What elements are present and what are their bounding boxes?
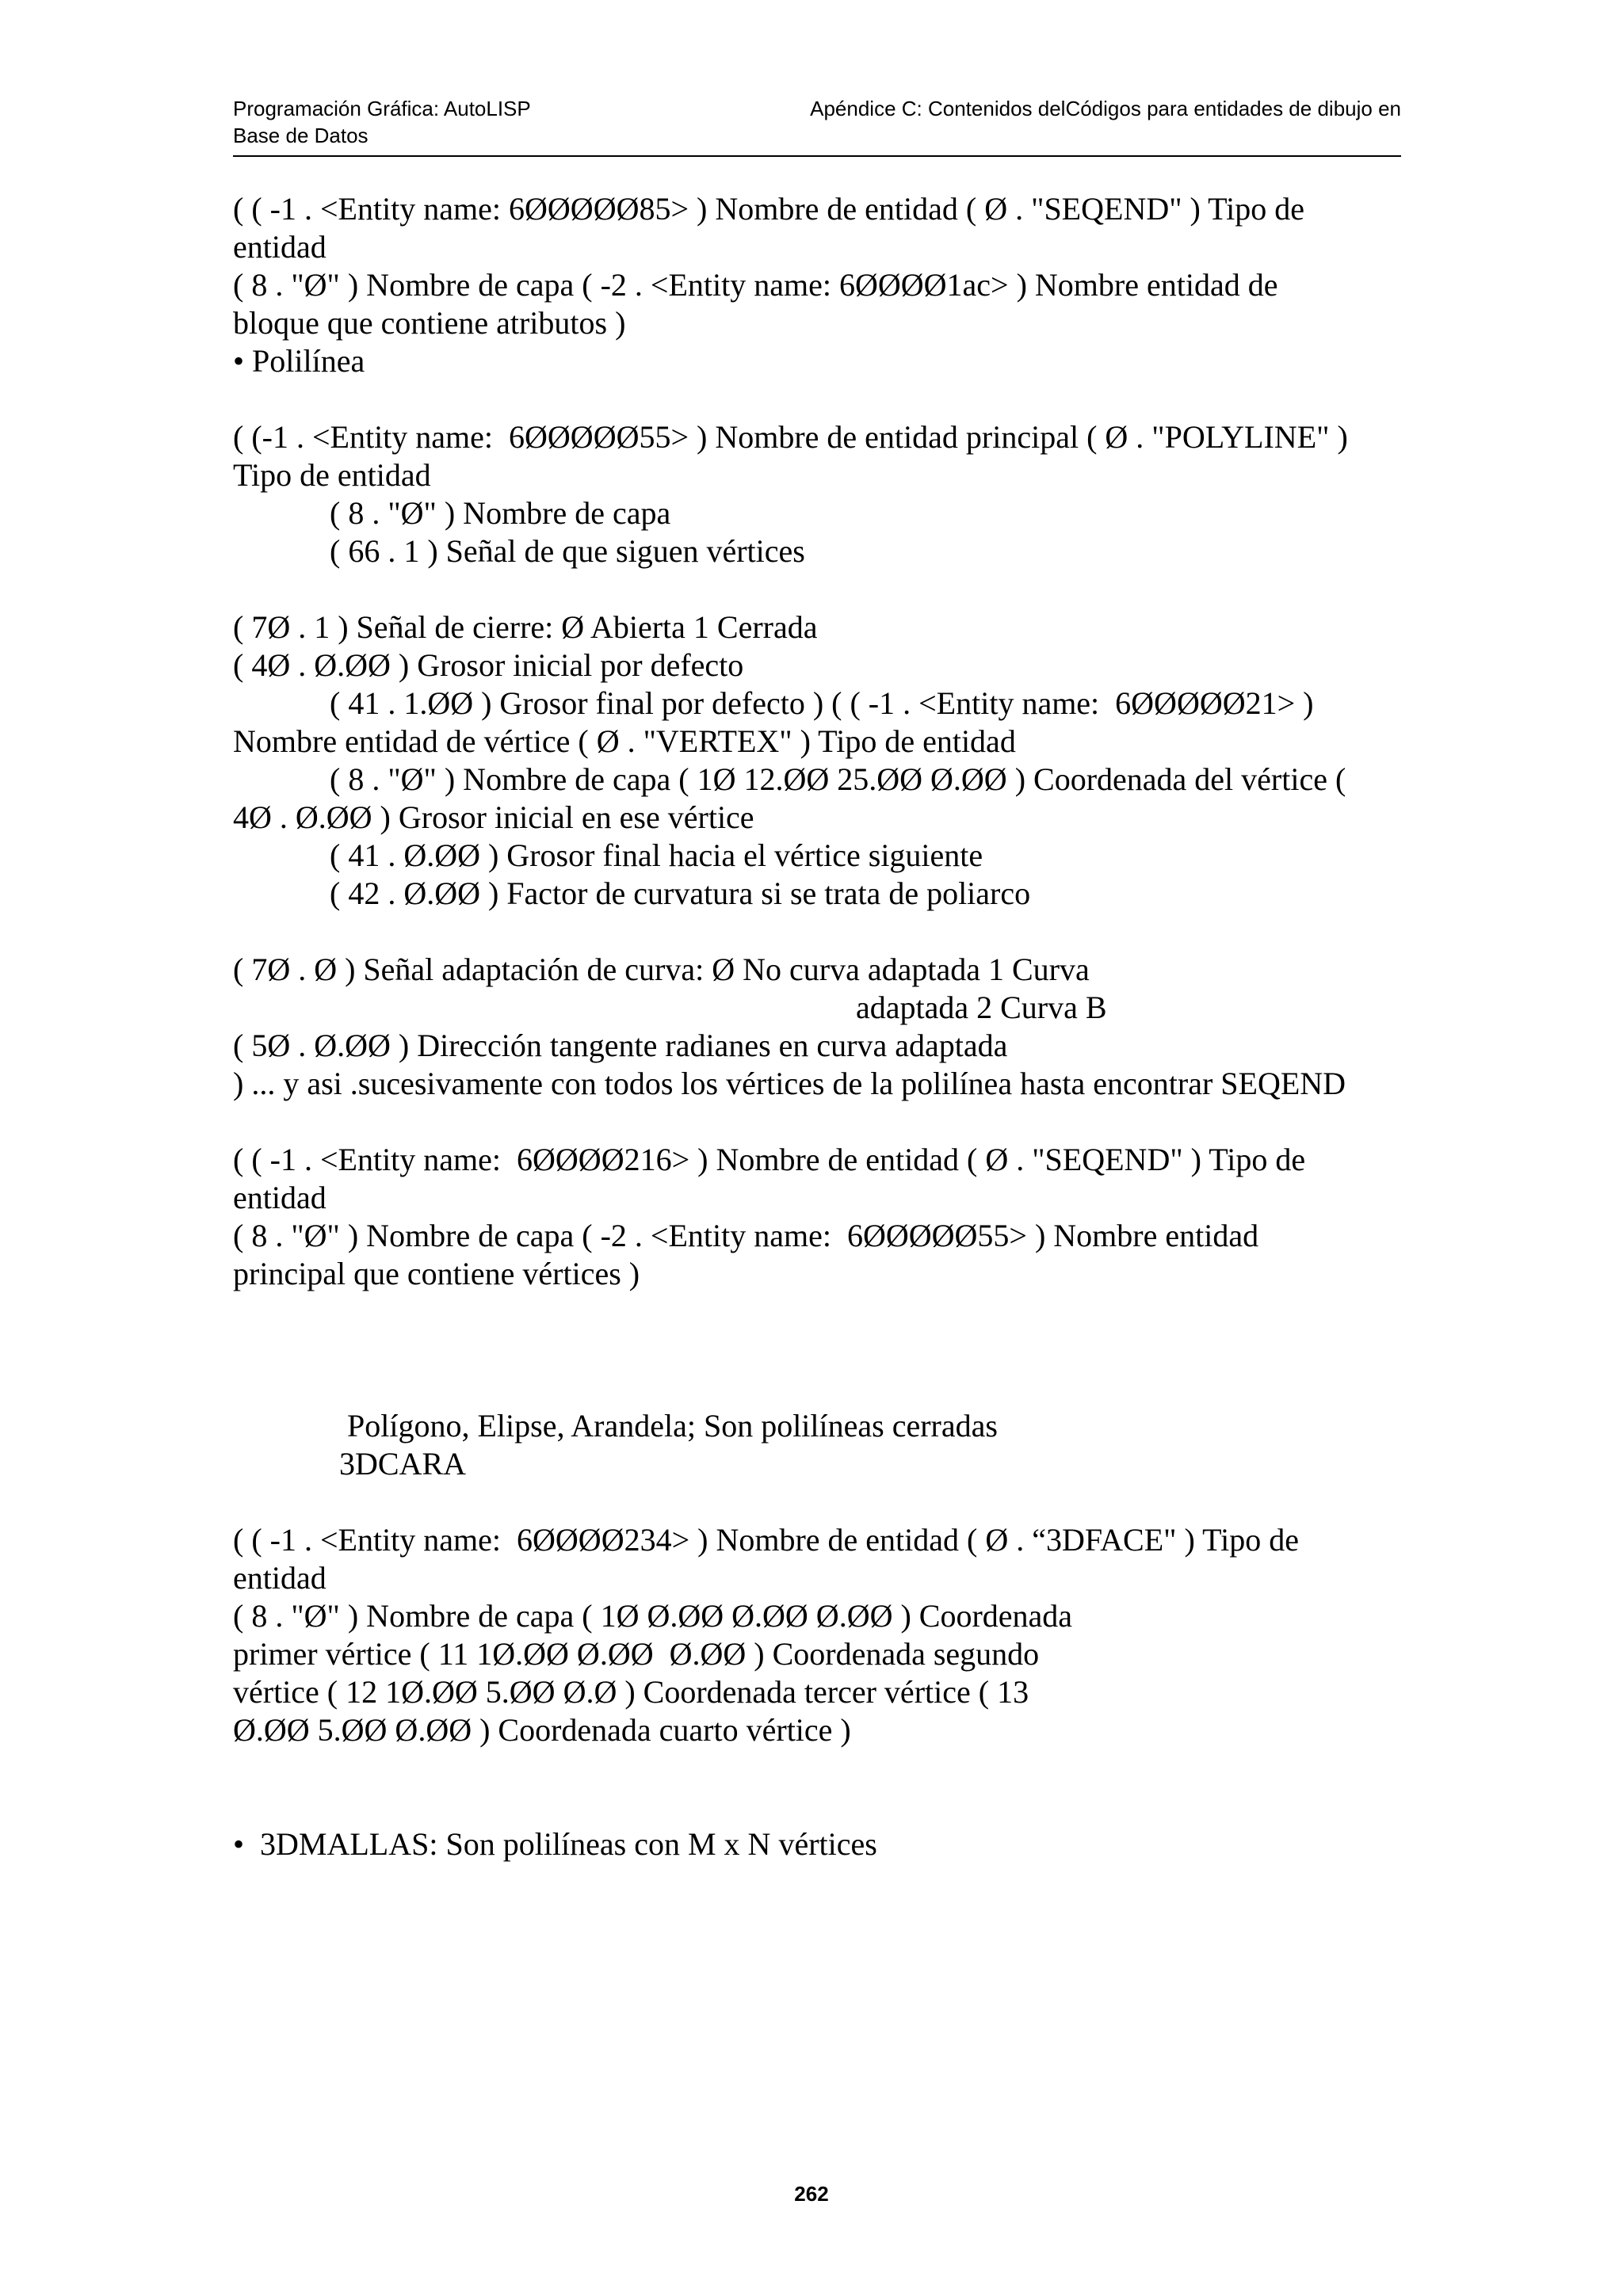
- section-heading-poligono: Polígono, Elipse, Arandela; Son polilíneas cerradas: [347, 1408, 998, 1444]
- paragraph-gap: [233, 570, 1401, 608]
- header-left: [233, 95, 645, 149]
- text-line: Ø.ØØ 5.ØØ Ø.ØØ ) Coordenada cuarto vértice ): [233, 1712, 851, 1748]
- text-line: entidad: [233, 229, 327, 265]
- text-line: ( 8 . "Ø" ) Nombre de capa ( 1Ø 12.ØØ 25.ØØ Ø.ØØ ) Coordenada del vértice (: [330, 761, 1346, 797]
- text-line: Nombre entidad de vértice ( Ø . "VERTEX" ) Tipo de entidad: [233, 723, 1016, 759]
- text-line: ( 8 . "Ø" ) Nombre de capa ( -2 . <Entity name: 6ØØØØØ55> ) Nombre entidad: [233, 1218, 1259, 1253]
- page-number: 262: [794, 2182, 829, 2206]
- text-line: ( 41 . 1.ØØ ) Grosor final por defecto ) ( ( -1 . <Entity name: 6ØØØØØ21> ): [330, 685, 1314, 721]
- text-line: ( 5Ø . Ø.ØØ ) Dirección tangente radianes en curva adaptada: [233, 1028, 1008, 1063]
- paragraph-gap: [233, 1483, 1401, 1521]
- text-line: vértice ( 12 1Ø.ØØ 5.ØØ Ø.Ø ) Coordenada tercer vértice ( 13: [233, 1674, 1029, 1710]
- paragraph-gap: [233, 380, 1401, 418]
- text-line: ( (-1 . <Entity name: 6ØØØØØ55> ) Nombre de entidad principal ( Ø . "POLYLINE" ): [233, 419, 1348, 455]
- text-line: ( 7Ø . 1 ) Señal de cierre: Ø Abierta 1 Cerrada: [233, 609, 818, 645]
- text-line: ( 42 . Ø.ØØ ) Factor de curvatura si se trata de poliarco: [330, 875, 1031, 911]
- text-line: ( 4Ø . Ø.ØØ ) Grosor inicial por defecto: [233, 647, 744, 683]
- header-book-subtitle: Base de Datos: [233, 124, 369, 147]
- document-body: [233, 190, 1401, 1863]
- text-line: ( 8 . "Ø" ) Nombre de capa ( -2 . <Entity name: 6ØØØØ1ac> ) Nombre entidad de: [233, 267, 1278, 303]
- bullet-polilinea: • Polilínea: [233, 343, 365, 379]
- text-line: ) ... y asi .sucesivamente con todos los vértices de la polilínea hasta encontrar SEQEND: [233, 1066, 1346, 1101]
- text-line: ( 7Ø . Ø ) Señal adaptación de curva: Ø No curva adaptada 1 Curva: [233, 952, 1090, 987]
- text-line: bloque que contiene atributos ): [233, 305, 626, 341]
- text-line: ( 41 . Ø.ØØ ) Grosor final hacia el vértice siguiente: [330, 837, 983, 873]
- text-line: ( ( -1 . <Entity name: 6ØØØØØ85> ) Nombre de entidad ( Ø . "SEQEND" ) Tipo de: [233, 191, 1305, 227]
- text-line: primer vértice ( 11 1Ø.ØØ Ø.ØØ Ø.ØØ ) Coordenada segundo: [233, 1636, 1040, 1672]
- text-line: ( 8 . "Ø" ) Nombre de capa ( 1Ø Ø.ØØ Ø.ØØ Ø.ØØ ) Coordenada: [233, 1598, 1073, 1634]
- text-line: entidad: [233, 1180, 327, 1215]
- text-line: Tipo de entidad: [233, 457, 431, 493]
- bullet-3dmallas: • 3DMALLAS: Son polilíneas con M x N vértices: [233, 1826, 877, 1862]
- header-book-title: Programación Gráfica: AutoLISP: [233, 97, 531, 120]
- text-line: ( ( -1 . <Entity name: 6ØØØØ216> ) Nombre de entidad ( Ø . "SEQEND" ) Tipo de: [233, 1142, 1306, 1177]
- text-line: ( 8 . "Ø" ) Nombre de capa: [330, 495, 671, 531]
- paragraph-gap: [233, 1103, 1401, 1141]
- text-line: ( 66 . 1 ) Señal de que siguen vértices: [330, 533, 805, 569]
- page-header: [233, 95, 1401, 157]
- text-line: entidad: [233, 1560, 327, 1596]
- section-gap: [233, 1749, 1401, 1825]
- section-heading-3dcara: 3DCARA: [339, 1446, 467, 1482]
- section-gap: [233, 1293, 1401, 1369]
- text-line: principal que contiene vértices ): [233, 1256, 640, 1291]
- paragraph-gap: [233, 913, 1401, 951]
- text-line: adaptada 2 Curva B: [856, 990, 1107, 1025]
- header-chapter-title: Apéndice C: Contenidos delCódigos para entidades de dibujo en: [810, 97, 1401, 120]
- text-line: 4Ø . Ø.ØØ ) Grosor inicial en ese vértice: [233, 799, 754, 835]
- paragraph-gap: [233, 1369, 1401, 1407]
- text-line: ( ( -1 . <Entity name: 6ØØØØ234> ) Nombre de entidad ( Ø . “3DFACE" ) Tipo de: [233, 1522, 1299, 1558]
